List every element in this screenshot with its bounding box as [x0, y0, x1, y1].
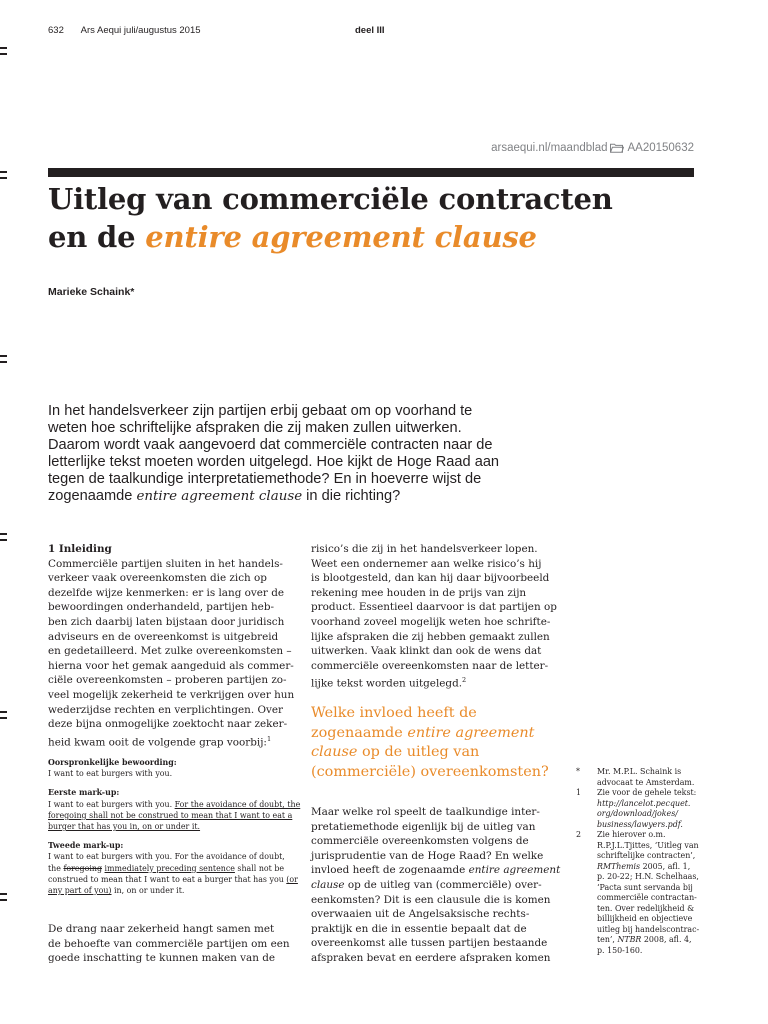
joke-text: I want to eat burgers with you. — [48, 799, 175, 809]
footnote-text: ten’, — [597, 935, 618, 944]
pull-quote-line: (commerciële) overeenkomsten? — [311, 764, 549, 781]
margin-tick — [0, 539, 7, 541]
margin-tick — [0, 717, 7, 719]
body-line: eenkomsten? Dit is een clausule die is komen — [311, 893, 551, 906]
body-text: invloed heeft de zogenaamde — [311, 864, 469, 877]
footnote-emphasis: RMThemis — [597, 861, 641, 871]
footnote-link[interactable]: http://lancelot.pecquet. — [597, 798, 691, 808]
joke-underlined: burger that has you in, on or under it. — [48, 822, 201, 832]
footnote-line: Zie voor de gehele tekst: — [597, 788, 697, 797]
title-line-1: Uitleg van commerciële contracten — [48, 182, 613, 216]
joke-struck: foregoing — [63, 863, 103, 873]
body-line: is blootgesteld, dan kan hij daar bijvoorbeeld — [311, 572, 550, 585]
body-line: hierna voor het gemak aangeduid als commer- — [48, 659, 294, 672]
body-line: Weet een ondernemer aan welke risico’s hij — [311, 557, 542, 570]
body-line: overwaaien uit de Angelsaksische rechts- — [311, 908, 530, 921]
joke-line — [48, 799, 308, 810]
margin-tick — [0, 171, 7, 173]
footnote-ref[interactable]: 2 — [462, 676, 467, 685]
footnote-line: uitleg bij handelscontrac- — [597, 924, 700, 934]
body-line: jurisprudentie van de Hoge Raad? En welke — [311, 849, 544, 862]
joke-text: construed to mean that I want to eat a burger that has you — [48, 874, 287, 884]
body-text: heid kwam ooit de volgende grap voorbij: — [48, 736, 267, 749]
joke-underlined: immediately preceding sentence — [104, 863, 235, 873]
footnote-line: commerciële contractan- — [597, 893, 697, 902]
footnote-line: ten. Over redelijkheid & — [597, 903, 695, 913]
footnote-line: R.P.J.L.Tjittes, ‘Uitleg van — [597, 840, 699, 850]
joke-underlined: any part of you) — [48, 886, 112, 896]
article-title — [48, 180, 708, 256]
footnote-marker: 1 — [576, 788, 582, 797]
margin-tick — [0, 893, 7, 895]
joke-underlined: (or — [286, 874, 298, 884]
pull-quote — [311, 704, 571, 783]
body-line: De drang naar zekerheid hangt samen met — [48, 923, 275, 935]
footnote-ref[interactable]: 1 — [266, 734, 272, 743]
journal-name: Ars Aequi juli/augustus 2015 — [80, 25, 201, 36]
pull-quote-text: zogenaamde — [311, 724, 408, 741]
joke-line — [48, 874, 308, 885]
author-name: Marieke Schaink* — [48, 286, 135, 298]
joke-line — [48, 885, 308, 896]
lead-line: letterlijke tekst moeten worden uitgelegd. Hoe kijkt de Hoge Raad aan — [48, 454, 500, 471]
joke-heading: Oorspronkelijke bewoording: — [48, 758, 177, 767]
body-emphasis: entire agreement — [468, 864, 561, 877]
footnote-marker: 2 — [576, 830, 582, 839]
body-line: rekening mee houden in de prijs van zijn — [311, 586, 527, 599]
margin-tick — [0, 47, 7, 49]
footnote-line: p. 20-22; H.N. Schelhaas, — [597, 872, 699, 881]
footnote-link[interactable]: business/lawyers.pdf. — [597, 819, 683, 829]
lead-line: Daarom wordt vaak aangevoerd dat commerciële contracten naar de — [48, 437, 493, 454]
lead-prefix: zogenaamde — [48, 488, 137, 505]
body-line: de behoefte van commerciële partijen om een — [48, 937, 290, 950]
spacer — [48, 832, 308, 840]
body-line: afspraken bevat en eerdere afspraken komen — [311, 951, 551, 964]
joke-line: I want to eat burgers with you. — [48, 769, 173, 779]
body-line: risico’s die zij in het handelsverkeer lopen. — [311, 543, 538, 555]
body-line: overeenkomst alle tussen partijen bestaande — [311, 937, 548, 950]
body-paragraph — [311, 542, 566, 691]
body-line — [311, 673, 566, 691]
footnote-1 — [576, 788, 726, 830]
body-paragraph — [48, 922, 298, 966]
margin-tick — [0, 711, 7, 713]
body-line: Maar welke rol speelt de taalkundige inter- — [311, 806, 540, 818]
footnote-line: Zie hierover o.m. — [597, 830, 666, 839]
joke-underlined: foregoing shall not be construed to mean that I want to eat a — [48, 810, 293, 820]
joke-line: I want to eat burgers with you. For the avoidance of doubt, — [48, 852, 285, 862]
footnote-2 — [576, 830, 726, 956]
body-paragraph — [311, 805, 566, 966]
section-intro — [48, 542, 298, 750]
footnote-line: ‘Pacta sunt servanda bij — [597, 882, 693, 892]
body-line — [48, 732, 298, 750]
pull-quote-emphasis: clause — [311, 744, 358, 761]
body-line: voorhand zoveel mogelijk weten hoe schrifte- — [311, 615, 551, 628]
section-heading: 1 Inleiding — [48, 543, 112, 555]
margin-tick — [0, 355, 7, 357]
lead-emphasis: entire agreement clause — [136, 489, 303, 505]
pull-quote-line — [311, 724, 571, 744]
title-rule — [48, 168, 694, 177]
body-line: adviseurs en de overeenkomst is uitgebreid — [48, 630, 279, 643]
footnote-link[interactable]: org/download/jokes/ — [597, 809, 678, 818]
lead-paragraph — [48, 403, 548, 506]
footnote-line: advocaat te Amsterdam. — [597, 777, 695, 787]
joke-heading: Tweede mark-up: — [48, 841, 124, 851]
web-reference[interactable] — [491, 142, 694, 154]
body-line: commerciële overeenkomsten volgens de — [311, 835, 529, 848]
spacer — [48, 779, 308, 787]
pull-quote-emphasis: entire agreement — [407, 724, 535, 741]
lead-line: weten hoe schriftelijke afspraken die zij maken zullen uitwerken. — [48, 420, 462, 437]
lead-line: tegen de taalkundige interpretatiemethode? En in hoeverre wijst de — [48, 471, 482, 488]
body-line: veel mogelijk zekerheid te verkrijgen over hun — [48, 688, 295, 701]
footnote-author — [576, 767, 726, 788]
body-line: en gedetailleerd. Met zulke overeenkomsten – — [48, 645, 292, 658]
body-line: verkeer vaak overeenkomsten die zich op — [48, 572, 267, 585]
footnote-line: Mr. M.P.L. Schaink is — [597, 767, 682, 776]
body-line: pretatiemethode eigenlijk bij de uitleg van — [311, 820, 536, 833]
body-line: ben zich daarbij laten bijstaan door juridisch — [48, 615, 285, 628]
footnote-text: 2008, afl. 4, — [641, 935, 692, 944]
running-header — [48, 25, 201, 36]
body-line: dezelfde wijze kenmerken: er is lang over de — [48, 586, 284, 599]
section-label: deel III — [355, 25, 385, 36]
body-line — [311, 878, 566, 893]
lead-line: In het handelsverkeer zijn partijen erbij gebaat om op voorhand te — [48, 403, 473, 419]
pull-quote-line — [311, 743, 571, 763]
footnote-line — [597, 935, 726, 946]
joke-block — [48, 757, 308, 896]
title-prefix: en de — [48, 220, 146, 254]
footnote-emphasis: NTBR — [617, 935, 642, 944]
footnote-text: 2005, afl. 1, — [640, 861, 691, 871]
footnote-line: billijkheid en objectieve — [597, 914, 693, 923]
article-code: AA20150632 — [627, 142, 694, 154]
pull-quote-line: Welke invloed heeft de — [311, 705, 477, 721]
web-url[interactable]: arsaequi.nl/maandblad — [491, 142, 608, 154]
body-line: praktijk en die in essentie bepaalt dat de — [311, 922, 527, 935]
footnote-marker: * — [576, 767, 580, 776]
body-text: op de uitleg van (commerciële) over- — [344, 878, 542, 891]
margin-tick — [0, 53, 7, 55]
body-line: product. Essentieel daarvoor is dat partijen op — [311, 601, 557, 614]
body-line: bewoordingen onderhandeld, partijen heb- — [48, 601, 274, 614]
footnote-line: schriftelijke contracten’, — [597, 851, 696, 860]
margin-tick — [0, 361, 7, 363]
pull-quote-text: op de uitleg van — [357, 744, 480, 761]
body-line: deze bijna onmogelijke zoektocht naar zeker- — [48, 718, 288, 731]
folder-icon — [610, 143, 624, 153]
footnote-line — [597, 862, 726, 873]
joke-heading: Eerste mark-up: — [48, 788, 120, 798]
footnotes — [576, 767, 726, 956]
body-emphasis: clause — [311, 878, 345, 891]
body-line: commerciële overeenkomsten naar de letter- — [311, 659, 549, 672]
title-line-2 — [48, 218, 708, 256]
joke-line — [48, 863, 308, 874]
joke-text: in, on or under it. — [111, 886, 185, 896]
joke-underlined: For the avoidance of doubt, the — [174, 799, 301, 809]
margin-tick — [0, 533, 7, 535]
body-line: goede inschatting te kunnen maken van de — [48, 952, 276, 965]
body-line: lijke afspraken die zij hebben gemaakt zullen — [311, 630, 550, 643]
body-line: Commerciële partijen sluiten in het handels- — [48, 557, 283, 570]
margin-tick — [0, 177, 7, 179]
joke-text: the — [48, 863, 64, 873]
joke-text: shall not be — [234, 863, 285, 873]
footnote-line: p. 150-160. — [597, 945, 643, 955]
page-number: 632 — [48, 25, 64, 36]
title-emphasis: entire agreement clause — [145, 220, 537, 254]
margin-tick — [0, 899, 7, 901]
body-line: ciële overeenkomsten – proberen partijen zo- — [48, 674, 287, 687]
body-text: lijke tekst worden uitgelegd. — [311, 677, 463, 690]
body-line: uitwerken. Vaak klinkt dan ook de wens dat — [311, 645, 542, 658]
lead-suffix: in die richting? — [302, 488, 401, 505]
lead-line — [48, 488, 548, 505]
body-line — [311, 863, 566, 878]
body-line: wederzijdse rechten en verplichtingen. Over — [48, 703, 283, 716]
